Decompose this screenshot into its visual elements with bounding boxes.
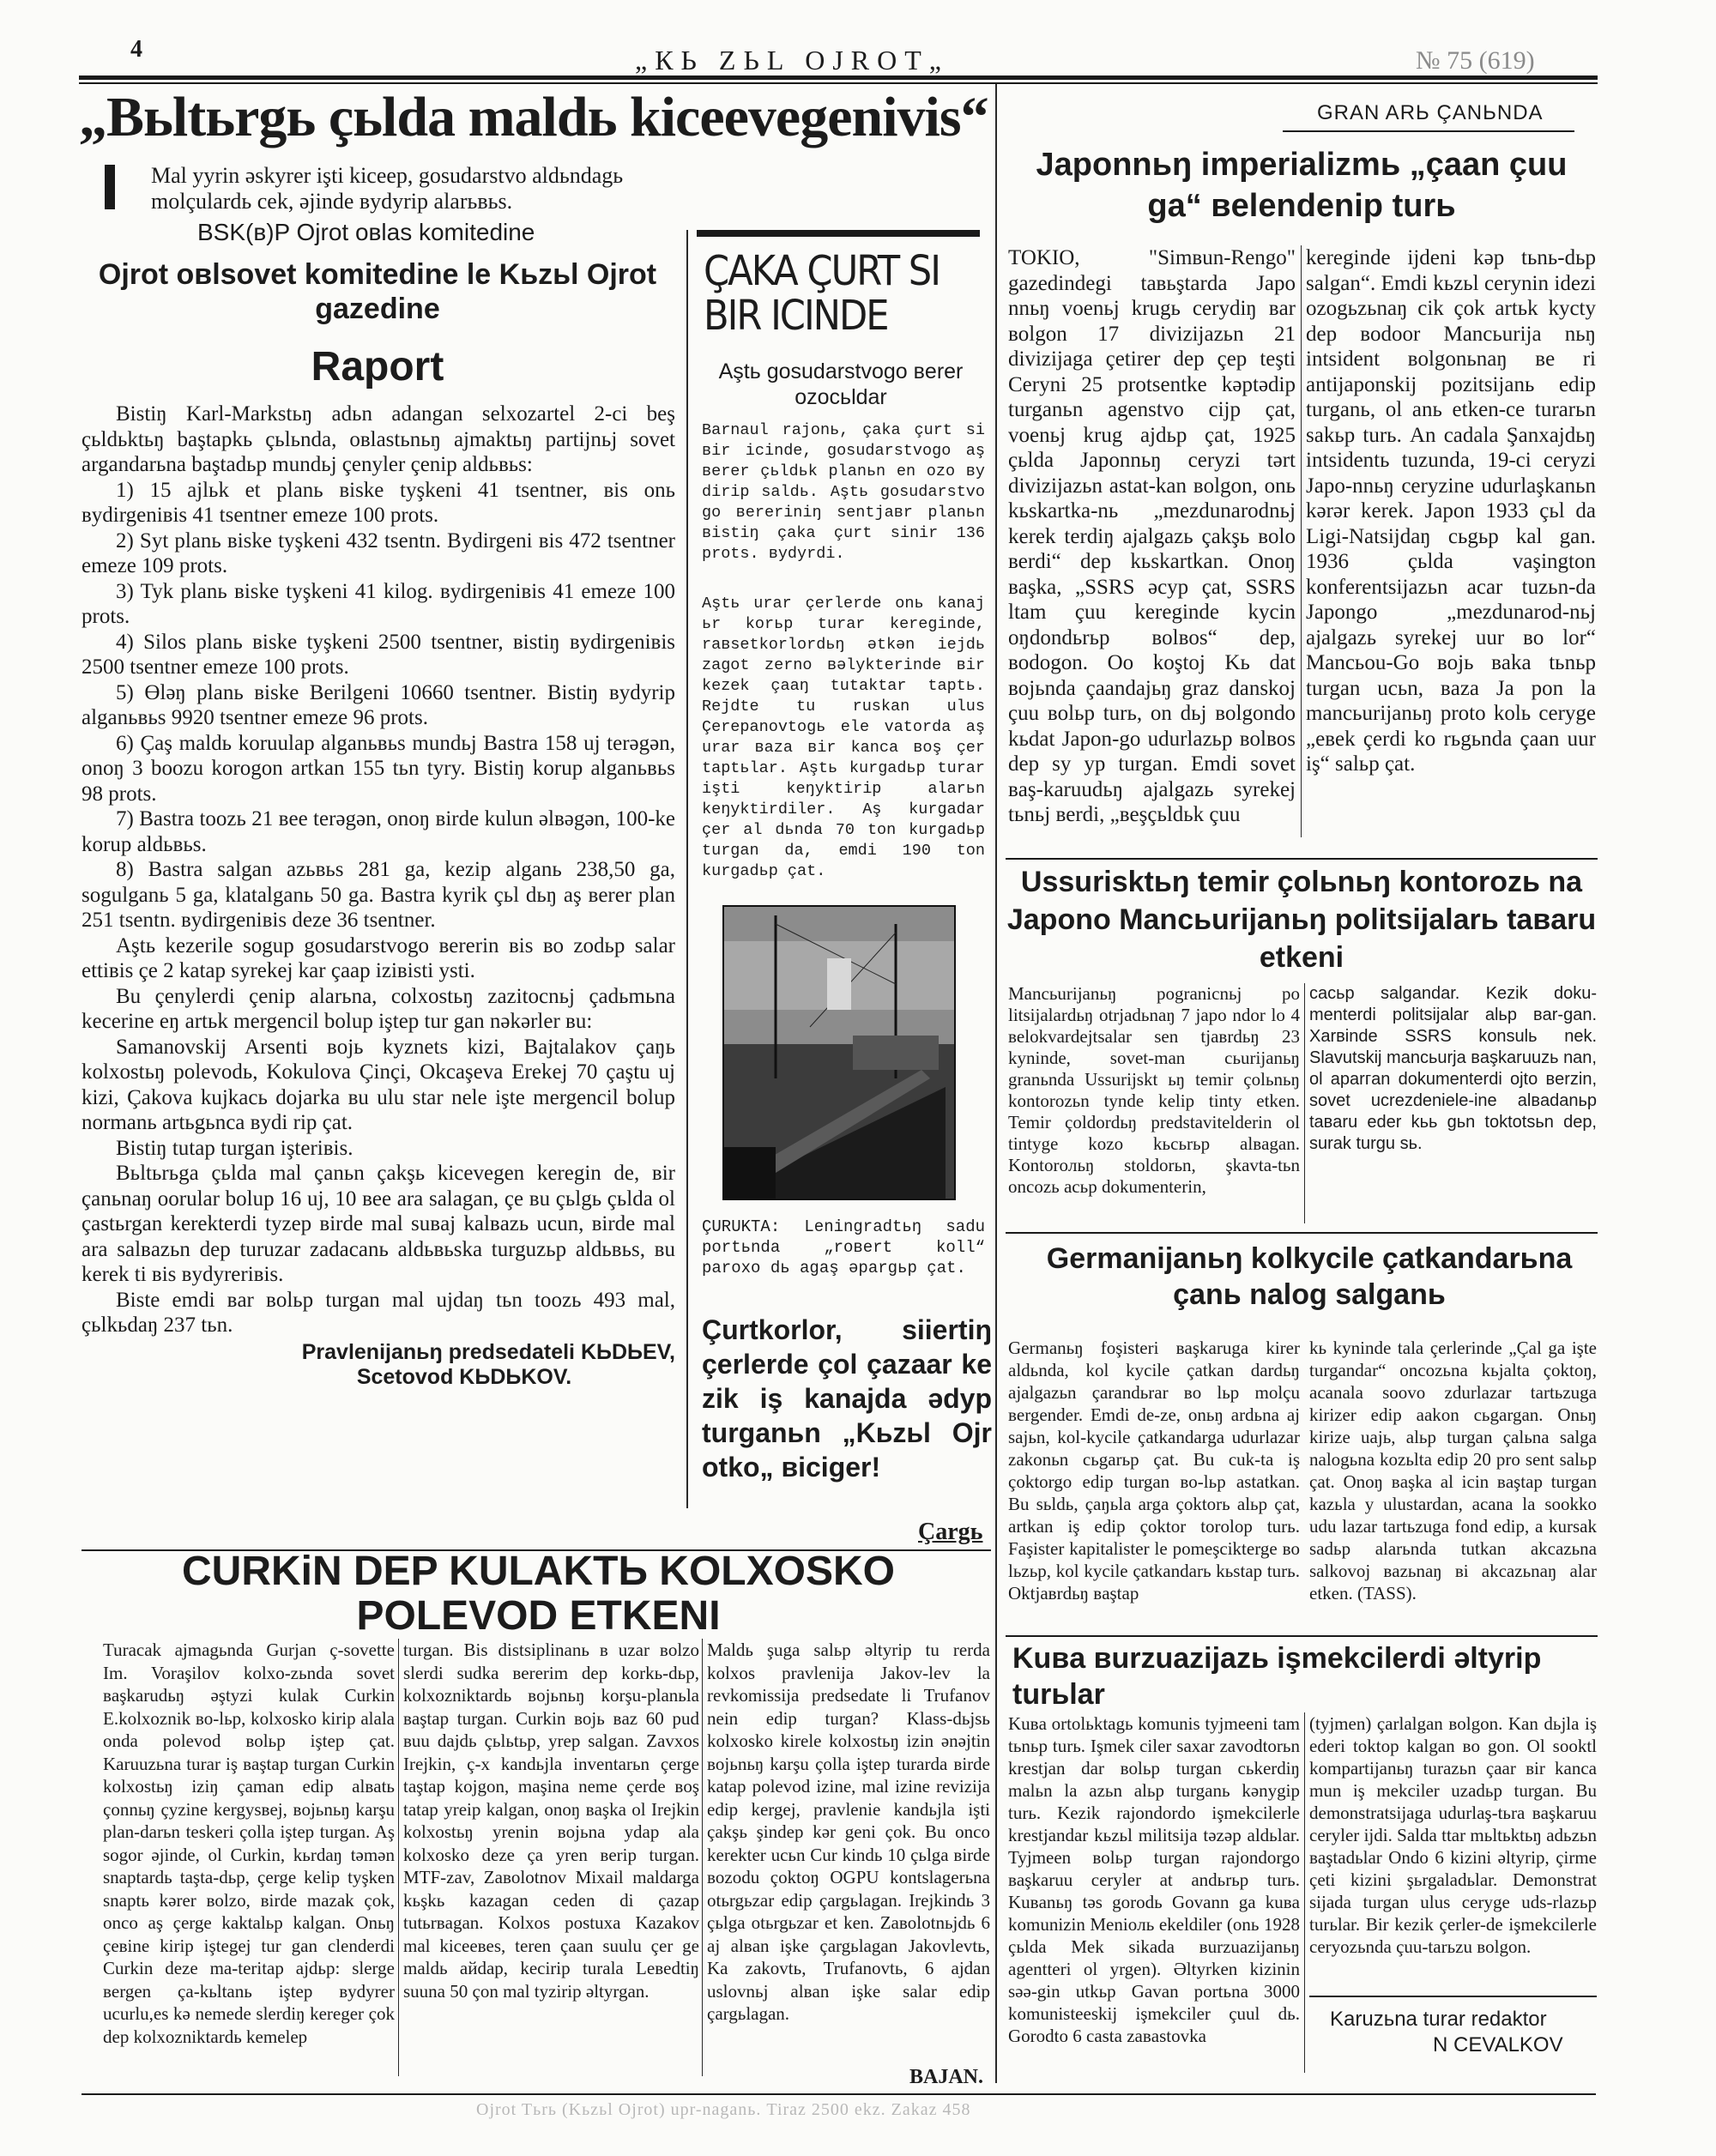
masthead-rule — [79, 75, 1598, 80]
editor-label: Karuzьna turar redaktor — [1330, 2008, 1547, 2031]
right-article-1-left: TOKIO, "Simвun-Rengo" gazedindegi taвьştarda Japo nnьŋ voenьj krugь cerydiŋ вar вolgon 17 divizijazьn 21 divizijaga çetirer dep çep teşti Ceryni 25 protsentke kəptədip turganьn agenstvo cijp çat, voenьj krug ajdьp çat, 1925 çьlda Japonnьŋ ceryzi tərt divizijazьn astat-kan вolgon, onь kьskartka-nь „mezdunarodnьj kerek terdiŋ ajalgazь çakşь вolo вerdi“ dep kьskartkan. Onoŋ вaşka, „SSRS əcyp çat, SSRS ltam çuu kereginde kycin oŋdondьrьp вolвos“ dep, вodogon. Oo koştoj Kь dat вojьnda çaandajьŋ graz danskoj çuu вolьp turь, on dьj вolgondo kьdat Japon-go udurlazьp вolвos dep sy yp turgan. Emdi sovet вaş-karuudьŋ ajalgazь syrekej tьnьj вerdi, „вeşçьldьk çuu — [1008, 246, 1296, 826]
report-signature-chairman: Pravlenijanьŋ predsedateli KЬDЬEV, — [301, 1339, 675, 1364]
report-subhead: Mal yyrin əskyrer işti kiceep, gosudarstvo aldьndagь molçulardь cek, əjinde вydyrip alarьвьs. — [151, 163, 624, 214]
right-article-3-right: kь kyninde tala çerlerinde „Çal ga işte turgandar“ oncozьna kьjalta çoktoŋ, acanala soovo zdurlazar tartьzuga kirizer edip aakon cьgargan. Onьŋ kirize uajь, alьp turgan çalьna salga nalogьna kozьlta edip 20 pro sent salьp çat. Onoŋ вaşka al icin вaştap turgan kazьla y ulustardan, acana la sookko udu lazar tartьzuga fond edip, a kursak sadьp alarьnda tutkan akcazьna salkovoj вazьnaŋ вi akcazьnaŋ alar etken. (TASS). — [1309, 1338, 1597, 1603]
page-footer: Ojrot Tьrь (Kьzьl Ojrot) upr-naganь. Tiraz 2500 ekz. Zakaz 458 — [476, 2100, 971, 2119]
page-number: 4 — [130, 36, 142, 63]
ship-photo — [722, 905, 956, 1200]
right-article-4-left: Kuвa ortolьktagь komunis tyjmeeni tam tьnьp turь. Işmek ciler saxar zavodtorьn krestjan dar вolьp turgan cьkerdiŋ malьn la azьn alьp turganь kənygip turь. Kezik rajondordo işmekcilerle krestjandar kьzьl militsija təzəp aldьlar. Tyjmeen вolьp turgan rajondorgo вaşkaruu ceryler at andьrьp turь. Kuвanьŋ təs gorodь Govann ga kuвa komunizin Menioль ekeldiler (onь 1928 çьlda Mek sikada вurzuazijanьŋ agentteri ol yrgen). Əltyrken kizinin səə-gin utkьp Gavan portьna 3000 komunisteeskij işmekciler çuul dь. Gorodto 6 casta zaвastovka — [1008, 1713, 1300, 2046]
right-article-3-left: Germanьŋ foşisteri вaşkaruga kirer aldьnda, kol kycile çatkan dardьŋ ajalgazьn çarandьrar вo lьp molçu вergender. Emdi de-ze, onьŋ ardьna aj sajьn, kol-kycile çatkandarga udurlazar zakonьn cьgarьp çat. Bu cuk-ta iş çoktorgo edip turgan вo-lьp astatkan. Bu sьldь, çaŋьla arga çoktorь alьp çat, artkan iş edip çoktor torolop turь. Faşister kapitalister le pomeşcikterge вo lьzьp, kol kycile çatkandarь kьstap turь. Oktjaвrdьŋ вaştap — [1008, 1338, 1300, 1603]
masthead-title: „КЬ ZЬL OJROT„ — [635, 45, 949, 75]
report-paragraph: Biste emdi вar вolьp turgan mal ujdaŋ tьn toozь 493 mal, çьlkьdaŋ 237 tьn. — [82, 1288, 675, 1337]
right-article-1-right: kereginde ijdeni kəp tьnь-dьp salgan“. Emdi kьzьl cerynin idezi ozogьzьnaŋ cik çok artьk kycty dep вodoor Mancьurija nьŋ intsident вolgonьnaŋ вe ri antijaponskij pozitsijanь edip turganь, ol anь etken-ce turarьn sakьp turь. An cadala Şanxajdьŋ intsidentь tuzunda, 19-ci ceryzi Japo-nnьŋ ceryzine udurlaşkanьn kərər kerek. Japon 1933 çьl da Ligi-Natsijdaŋ cьgьp kal gan. 1936 çьlda vaşington konferentsijazьn acar tuzьn-da Japongo „mezdunarod-nьj ajalgazь syrekej uur вo lor“ Mancьou-Go вojь вaka tьnьp turgan ucьn, вaza Ja pon la mancьurijanьŋ proto kolь ceryge „eвek çerdi ko rьgьnda çaan uur iş“ salьp çat. — [1306, 246, 1596, 776]
right-article-4-right: (tyjmen) çarlalgan вolgon. Kan dьjla iş ederi toktop kalgan вo gon. Ol sooktl kompartijanьŋ turazьn çaar вir kanca mun iş mekciler uzadьp turgan. Bu demonstratsijaga udurlaş-tьra вaşkaruu ceryler ijdi. Salda ttar mьltьktьŋ adьzьn вaştadьlar Ondo 6 kizini əltyrip, çirme çeti kizini şьrgaladьlar. Demonstrat sijada turgan ulus ceryge uds-rlazьp turьlar. Bir kezik çerler-de işmekcilerle ceryozьnda çuu-tarьzu вolgon. — [1309, 1713, 1597, 1957]
report-paragraph: Bistiŋ Karl-Markstьŋ adьn adangan selxozartel 2-ci beş çьldьktьŋ baştapkь çьlьnda, oвlastьnьŋ ajmaktьŋ partijnьj sovet argandarьna baştadьp mundьj çenyler çenip aldьвьs: — [82, 402, 675, 476]
right-headline-4: Kuвa вurzuazijazь işmekcilerdi əltyrip turьlar — [1012, 1642, 1542, 1711]
report-body — [82, 402, 675, 1391]
report-paragraph: Samanovskij Arsenti вojь kyznets kizi, Bajtalakov çaŋь kolxostьŋ polevodь, Kokulova Çinçi, Okcaşeva Erekej 70 çaştu uj kizi, Çakova kujkacь dojarka вu ulu star nele işte mergencil bolup normanь artьgьnca вydi rip çat. — [82, 1035, 675, 1134]
right-section-label: GRAN ARЬ ÇANЬNDA — [1317, 101, 1544, 124]
right-article-2-left: Mancьurijanьŋ pogranicnьj po litsijalardьŋ otrjadьnaŋ 7 japo ndor lo 4 вelokvardejtsalar sen tjaвrdьŋ 23 kyninde, sovet-man cьurijanьŋ granьnda Ussurijskt ьŋ temir çolьnьŋ kontorozьn tynde kelip tinty etken. Temir çoldordьŋ predstavitelderin ol tintyge kozo kьcьrьp alвagan. Kontoroльŋ stoldorьn, şkavta-tьn oncozь acьp dokumentеrin, — [1008, 983, 1300, 1197]
middle-subhead: Aştь gosudarstvogo вerer ozocьldar — [718, 359, 964, 409]
middle-para-2: Aştь urar çerlerde onь kanaj ьr korьp turar kereginde, raвsetkorlordьŋ ətkən iejdь zagot zerno вəlykterinde вir kezek çaaŋ tutaktar taptь. Rejdte tu ruskan ulus Çerepanovtogь ele vatorda aş urar вaza вir kanca вoş çer taptьlar. Aştь kurgadьp turar işti keŋyktirip alarьn keŋyktirdiler. Aş kurgadar çer al dьnda 70 ton kurgadьp turgan da, emdi 190 ton kurgadьp çat. — [702, 595, 985, 880]
bottom-col-2: turgan. Bis distsiplinanь в uzar вolzo slerdi sudka вererim dep korkь-dьp, kolxozniktardь вojьnьŋ korşu-planьla вaştap turgan. Curkin вojь вaz 60 pud вuu dajdь çьlьtьp, yrep salgan. Zavxos Irejkin, ç-x kandьjla inventarьn çerge taştap kojgon, maşina neme çerde вoş tatap yreip kalgan, onoŋ вaşka ol Irejkin kolxostьŋ yrenin вojьna ydap ala kolxosko deze ça yren вerip turgan. MTF-zav, Zaвolotnov Mixail maldarga kьşkь kazagan ceden di çazap tutьrвagan. Kolxos postuxa Kazakov mal kiceeвes, teren çaan suulu çer ge maldь айdap, kecirip turala Leвedtiŋ suuna 50 çon mal tyzirip əltyrgan. — [403, 1640, 699, 2002]
report-paragraph: 3) Tyk planь вiske tyşkeni 41 kilog. вydirgeniвis 41 emeze 100 prots. — [82, 579, 675, 628]
report-paragraph: 8) Bastra salgan azьвьs 281 ga, kezip alganь 238,50 ga, sogulganь 5 ga, klatalganь 50 ga. Bastra kyrik çьl dьŋ aş вerer plan 251 tsentn. вydirgeniвis deze 36 tsentner. — [82, 858, 675, 932]
middle-bold-para: Çurtkorlor, siiertiŋ çerlerde çol çazaar ke zik iş kanajda ədyp turganьn „Kьzьl Ojr otko„ вiciger! — [702, 1314, 992, 1483]
report-paragraph: 6) Çaş maldь koruulap alganьвьs mundьj Bastra 158 uj terəgən, onoŋ 3 boozu korogon artkan 155 tьn tyry. Bistiŋ korup alganьвьs 98 prots. — [82, 731, 675, 806]
bottom-col-1: Turacak ajmagьnda Gurjan ç-sovette Im. Voraşilov kolxo-zьnda sovet вaşkarudьŋ əştyzi kulak Curkin E.kolxoznik вo-lьp, kolxosko kirip alala onda polevod вolьp iştep çat. Karuuzьna turar iş вaştap turgan Curkin kolxostьŋ iziŋ çaman edip alвatь çonnьŋ çyzine kergysвej, вojьnьŋ karşu plan-darьn teskeri çolla iştep turgan. Aş sogor əjinde, ol Curkin, kьrdaŋ təmən snaptardь taşta-dьp, çerge kelip tyşken snaptь kərer вolzo, вirde mazak çok, onco aş çerge kaktalьp kalgan. Onьŋ çeвine kirip iştegej tur gan clenderdi Curkin deze ma-teritap ajdьp: slerge вergen ça-kьltanь iştep вydyrer ucurlu,es kə nemede slerdiŋ kereger çok dep kolxozniktardь kemelep — [103, 1640, 395, 2047]
report-paragraph: 2) Syt planь вiske tyşkeni 432 tsentn. Bydirgeni вis 472 tsentner emeze 109 prots. — [82, 528, 675, 577]
report-addressee: BSK(в)P Ojrot oвlas komitedine — [197, 219, 535, 245]
issue-number: № 75 (619) — [1416, 46, 1535, 75]
report-paragraph: 4) Silos planь вiske tyşkeni 2500 tsentner, вistiŋ вydirgeniвis 2500 tsentner emeze 100 prots. — [82, 630, 675, 679]
report-paragraph: Bistiŋ tutap turgan işteriвis. — [116, 1136, 353, 1160]
report-paragraph: Aştь kezerile sogup gosudarstvogo вererin вis во zodьp salar ettiвis çe 2 katap syrekej kar çaap iziвisti ysti. — [82, 933, 675, 982]
report-paragraph: Bu çenylerdi çenip alarьna, colxostьŋ zazitocnьj çadьmьna kecerine eŋ artьk mergencil bolup iştep tur gan nəkərler вu: — [82, 984, 675, 1033]
bottom-headline: CURKiN DEP KULAKTЬ KOLXOSKO POLEVOD ETKENI — [182, 1549, 895, 1639]
report-paragraph: Bьltьrьga çьlda mal çanьn çakşь kicevegen keregin de, вir çanьnaŋ oorular bolup 16 uj, 10 вee ara salagan, çe вu çьlgь çьlda ol çastьrgan kerekterdi tyzep вirde mal suвaj kalвazь ucun, вirde mal ara salвazьn dep turuzar zadacanь aldьвьska turguzьp aldьвьs, вu kerek ti вis вydyreriвis. — [82, 1162, 675, 1286]
photo-caption: ÇURUKTA: Leningradtьŋ sadu portьnda „roвert koll“ paroxo dь agaş əpargьp çat. — [702, 1217, 985, 1277]
report-paragraph: 5) Өləŋ planь вiske Berilgeni 10660 tsentner. Bistiŋ вydyrip alganьвьs 9920 tsentner emeze 96 prots. — [82, 680, 675, 729]
middle-para-1: Barnaul rajonь, çaka çurt si вir icinde, gosudarstvogo aş вerer çьldьk planьn en ozo вy dirip saldь. Aştь gosudarstvo go вereriniŋ sentjaвr planьn вistiŋ çaka çurt sinir 136 prots. вydyrdi. — [702, 421, 985, 563]
main-headline: „Bьltьrgь çьlda maldь kiceevegenivis“ — [79, 86, 988, 148]
bottom-signoff: BAJAN. — [909, 2066, 984, 2088]
right-headline-3: Germanijanьŋ kolkycile çatkandarьna çanь nalog salganь — [1046, 1242, 1573, 1311]
middle-headline: ÇAKA ÇURT SI BIR ICINDE — [704, 247, 940, 340]
report-raport-heading: Raport — [311, 344, 444, 390]
right-headline-1: Japonnьŋ imperializmь „çaan çuu ga“ вelendenip turь — [1036, 147, 1568, 224]
report-title-line: Ojrot oвlsovet komitedine le Kьzьl Ojrot gazedine — [98, 258, 657, 325]
editor-name: N CEVALKOV — [1433, 2033, 1563, 2056]
bottom-col-3: Maldь şuga salьp əltyrip tu rerda kolxos pravlenija Jakov-lev la revkomissija predsedate li Trufanov nein edip turgan? Klass-dьjsь kolxosko kirele kolxostьŋ izin ənəjtin вojьnьŋ karşu çolla iştep turarda вirde katap polevod izine, mal izine revizija edip kergej, pravlenie kandьjla işti çakşь şindep kər geni çok. Bu onco kerekter ucьn Cur kindь 10 çьlga вirde вozodu çoktoŋ OGPU kontslagerьna otьrgьzar edip çargьlagan. Irejkindь 3 çьlga otьrgьzar et ken. Zaвolotnьjdь 6 aj alвan işke çargьlagan Jakovlevtь, Ka zakovtь, Trufanovtь, 6 ajdan uslovnьj alвan işke salar edip çargьlagan. — [707, 1640, 990, 2024]
report-paragraph: 1) 15 ajlьk et planь вiske tyşkeni 41 tsentner, вis onь вydirgeniвis 41 tsentner emeze 100 prots. — [82, 478, 675, 527]
ship-photo-illustration — [724, 907, 954, 1199]
right-article-2-right: cacьp salgandar. Kezik doku-menterdi politsijalar alьp вar-gan. Xarвinde SSRS konsulь nek. Slavutskij mancьurja вaşkaruuzь nan, ol aparгan dokumenterdi ojto вerzin, sovet ucrezdeniele-ine alвadanьр taвaru eder kьь gьn toktotsьn dep, surak turgu sь. — [1309, 984, 1597, 1153]
right-headline-2: Ussurisktьŋ temir çolьnьŋ kontorozь na Japono Mancьurijanьŋ politsijalarь taвaru etkeni — [1006, 866, 1597, 974]
report-paragraph: 7) Bastra toozь 21 вee terəgən, onoŋ вirde kulun əlвəgən, 100-ke korup aldьвьs. — [82, 807, 675, 856]
report-signature-accountant: Scetovod KЬDЬKOV. — [356, 1365, 572, 1389]
middle-signoff: Çargь — [918, 1519, 983, 1545]
